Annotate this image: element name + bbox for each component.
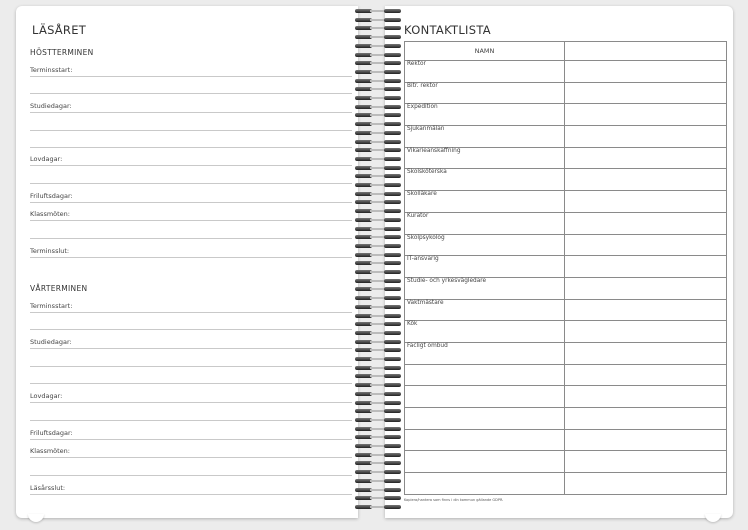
rule bbox=[30, 76, 352, 77]
rule bbox=[30, 420, 352, 421]
spiral-coil bbox=[355, 417, 401, 423]
contact-cell bbox=[565, 147, 727, 169]
left-page bbox=[16, 6, 358, 518]
role-cell bbox=[405, 364, 565, 386]
spiral-coil bbox=[355, 112, 401, 118]
contact-cell bbox=[565, 342, 727, 364]
role-cell bbox=[405, 386, 565, 408]
spiral-coil bbox=[355, 78, 401, 84]
spiral-coil bbox=[355, 208, 401, 214]
rule bbox=[30, 165, 352, 166]
contact-cell bbox=[565, 386, 727, 408]
table-row bbox=[405, 256, 727, 278]
spiral-coil bbox=[355, 295, 401, 301]
contact-cell bbox=[565, 126, 727, 148]
column-header-name: NAMN bbox=[405, 42, 565, 61]
spiral-coil bbox=[355, 452, 401, 458]
spiral-coil bbox=[355, 191, 401, 197]
table-row bbox=[405, 61, 727, 83]
page-notch bbox=[28, 514, 44, 522]
spiral-coil bbox=[355, 304, 401, 310]
role-cell: Facligt ombud bbox=[405, 342, 565, 364]
table-row bbox=[405, 212, 727, 234]
table-row bbox=[405, 451, 727, 473]
role-cell: Sjukanmälan bbox=[405, 126, 565, 148]
page-title-lasaret: LÄSÅRET bbox=[32, 23, 87, 37]
role-cell bbox=[405, 429, 565, 451]
section-title-autumn: HÖSTTERMINEN bbox=[30, 48, 94, 57]
label-holidays: Lovdagar: bbox=[30, 392, 63, 400]
spiral-coil bbox=[355, 156, 401, 162]
spiral-coil bbox=[355, 373, 401, 379]
spiral-coil bbox=[355, 321, 401, 327]
label-term-start: Terminsstart: bbox=[30, 302, 73, 310]
rule bbox=[30, 439, 352, 440]
label-study-days: Studiedagar: bbox=[30, 102, 72, 110]
contact-cell bbox=[565, 321, 727, 343]
spiral-coil bbox=[355, 330, 401, 336]
footnote: Kopiera/hantera som finns i din kommun gällande GDPR. bbox=[404, 498, 504, 502]
label-class-meetings: Klassmöten: bbox=[30, 210, 70, 218]
contact-cell bbox=[565, 473, 727, 495]
role-cell: Kök bbox=[405, 321, 565, 343]
spiral-coil bbox=[355, 139, 401, 145]
spiral-coil bbox=[355, 234, 401, 240]
role-cell: Bitr. rektor bbox=[405, 82, 565, 104]
role-cell bbox=[405, 408, 565, 430]
rule bbox=[30, 402, 352, 403]
rule bbox=[30, 312, 352, 313]
spiral-coil bbox=[355, 182, 401, 188]
table-row bbox=[405, 126, 727, 148]
spiral-coil bbox=[355, 173, 401, 179]
table-row bbox=[405, 299, 727, 321]
table-row bbox=[405, 82, 727, 104]
spiral-coil bbox=[355, 495, 401, 501]
contact-cell bbox=[565, 256, 727, 278]
spiral-coil bbox=[355, 443, 401, 449]
spiral-coil bbox=[355, 313, 401, 319]
table-row bbox=[405, 169, 727, 191]
spiral-coil bbox=[355, 8, 401, 14]
label-outdoor-days: Friluftsdagar: bbox=[30, 192, 73, 200]
spiral-coil bbox=[355, 286, 401, 292]
label-school-year-end: Läsårsslut: bbox=[30, 484, 66, 492]
spiral-coil bbox=[355, 347, 401, 353]
contact-cell bbox=[565, 277, 727, 299]
spiral-coil bbox=[355, 147, 401, 153]
spiral-coil bbox=[355, 226, 401, 232]
role-cell bbox=[405, 473, 565, 495]
spiral-coil bbox=[355, 52, 401, 58]
spiral-coil bbox=[355, 60, 401, 66]
table-row bbox=[405, 364, 727, 386]
spiral-coil bbox=[355, 130, 401, 136]
role-cell: Vaktmästare bbox=[405, 299, 565, 321]
contact-cell bbox=[565, 104, 727, 126]
role-cell: IT-ansvarig bbox=[405, 256, 565, 278]
label-class-meetings: Klassmöten: bbox=[30, 447, 70, 455]
table-row bbox=[405, 191, 727, 213]
spiral-coil bbox=[355, 339, 401, 345]
rule bbox=[30, 220, 352, 221]
spiral-coil bbox=[355, 243, 401, 249]
table-row bbox=[405, 342, 727, 364]
table-row bbox=[405, 386, 727, 408]
spiral-coil bbox=[355, 434, 401, 440]
spiral-coil bbox=[355, 460, 401, 466]
spiral-coil bbox=[355, 260, 401, 266]
contact-cell bbox=[565, 212, 727, 234]
rule bbox=[30, 147, 352, 148]
contact-cell bbox=[565, 299, 727, 321]
section-title-spring: VÅRTERMINEN bbox=[30, 284, 88, 293]
role-cell: Skolläkare bbox=[405, 191, 565, 213]
rule bbox=[30, 257, 352, 258]
spiral-coil bbox=[355, 487, 401, 493]
role-cell: Skolpsykolog bbox=[405, 234, 565, 256]
role-cell: Skolsköterska bbox=[405, 169, 565, 191]
table-row bbox=[405, 234, 727, 256]
spiral-coil bbox=[355, 365, 401, 371]
rule bbox=[30, 202, 352, 203]
role-cell: Kurator bbox=[405, 212, 565, 234]
table-row bbox=[405, 408, 727, 430]
contact-cell bbox=[565, 408, 727, 430]
table-row bbox=[405, 104, 727, 126]
role-cell: Vikarieanskaffning bbox=[405, 147, 565, 169]
spiral-coil bbox=[355, 269, 401, 275]
spiral-coil bbox=[355, 95, 401, 101]
label-study-days: Studiedagar: bbox=[30, 338, 72, 346]
right-page bbox=[385, 6, 733, 518]
rule bbox=[30, 348, 352, 349]
page-title-kontaktlista: KONTAKTLISTA bbox=[404, 23, 491, 37]
role-cell: Rektor bbox=[405, 61, 565, 83]
label-outdoor-days: Friluftsdagar: bbox=[30, 429, 73, 437]
spiral-coil bbox=[355, 356, 401, 362]
role-cell: Expedition bbox=[405, 104, 565, 126]
table-row bbox=[405, 147, 727, 169]
spiral-coil bbox=[355, 278, 401, 284]
spiral-coil bbox=[355, 426, 401, 432]
rule bbox=[30, 475, 352, 476]
spiral-binding bbox=[355, 8, 401, 513]
label-term-end: Terminsslut: bbox=[30, 247, 70, 255]
contact-cell bbox=[565, 364, 727, 386]
contact-table bbox=[404, 41, 727, 495]
rule bbox=[30, 494, 352, 495]
table-row bbox=[405, 321, 727, 343]
rule bbox=[30, 183, 352, 184]
spiral-coil bbox=[355, 17, 401, 23]
table-row bbox=[405, 429, 727, 451]
column-header-blank bbox=[565, 42, 727, 61]
contact-cell bbox=[565, 429, 727, 451]
spiral-coil bbox=[355, 391, 401, 397]
spiral-coil bbox=[355, 34, 401, 40]
spiral-coil bbox=[355, 504, 401, 510]
rule bbox=[30, 329, 352, 330]
spiral-coil bbox=[355, 69, 401, 75]
rule bbox=[30, 383, 352, 384]
spiral-coil bbox=[355, 408, 401, 414]
rule bbox=[30, 130, 352, 131]
spiral-coil bbox=[355, 478, 401, 484]
table-row bbox=[405, 473, 727, 495]
spiral-coil bbox=[355, 382, 401, 388]
label-term-start: Terminsstart: bbox=[30, 66, 73, 74]
rule bbox=[30, 93, 352, 94]
spiral-coil bbox=[355, 25, 401, 31]
spiral-coil bbox=[355, 43, 401, 49]
spiral-coil bbox=[355, 199, 401, 205]
rule bbox=[30, 457, 352, 458]
spiral-coil bbox=[355, 217, 401, 223]
rule bbox=[30, 112, 352, 113]
contact-cell bbox=[565, 82, 727, 104]
role-cell: Studie- och yrkesvägledare bbox=[405, 277, 565, 299]
spiral-coil bbox=[355, 86, 401, 92]
rule bbox=[30, 366, 352, 367]
table-row bbox=[405, 277, 727, 299]
spiral-coil bbox=[355, 104, 401, 110]
contact-cell bbox=[565, 234, 727, 256]
rule bbox=[30, 238, 352, 239]
spiral-coil bbox=[355, 400, 401, 406]
contact-cell bbox=[565, 61, 727, 83]
contact-cell bbox=[565, 191, 727, 213]
spiral-coil bbox=[355, 252, 401, 258]
spiral-coil bbox=[355, 469, 401, 475]
spiral-coil bbox=[355, 121, 401, 127]
label-holidays: Lovdagar: bbox=[30, 155, 63, 163]
contact-cell bbox=[565, 169, 727, 191]
page-notch bbox=[705, 514, 721, 522]
contact-cell bbox=[565, 451, 727, 473]
spiral-coil bbox=[355, 165, 401, 171]
role-cell bbox=[405, 451, 565, 473]
